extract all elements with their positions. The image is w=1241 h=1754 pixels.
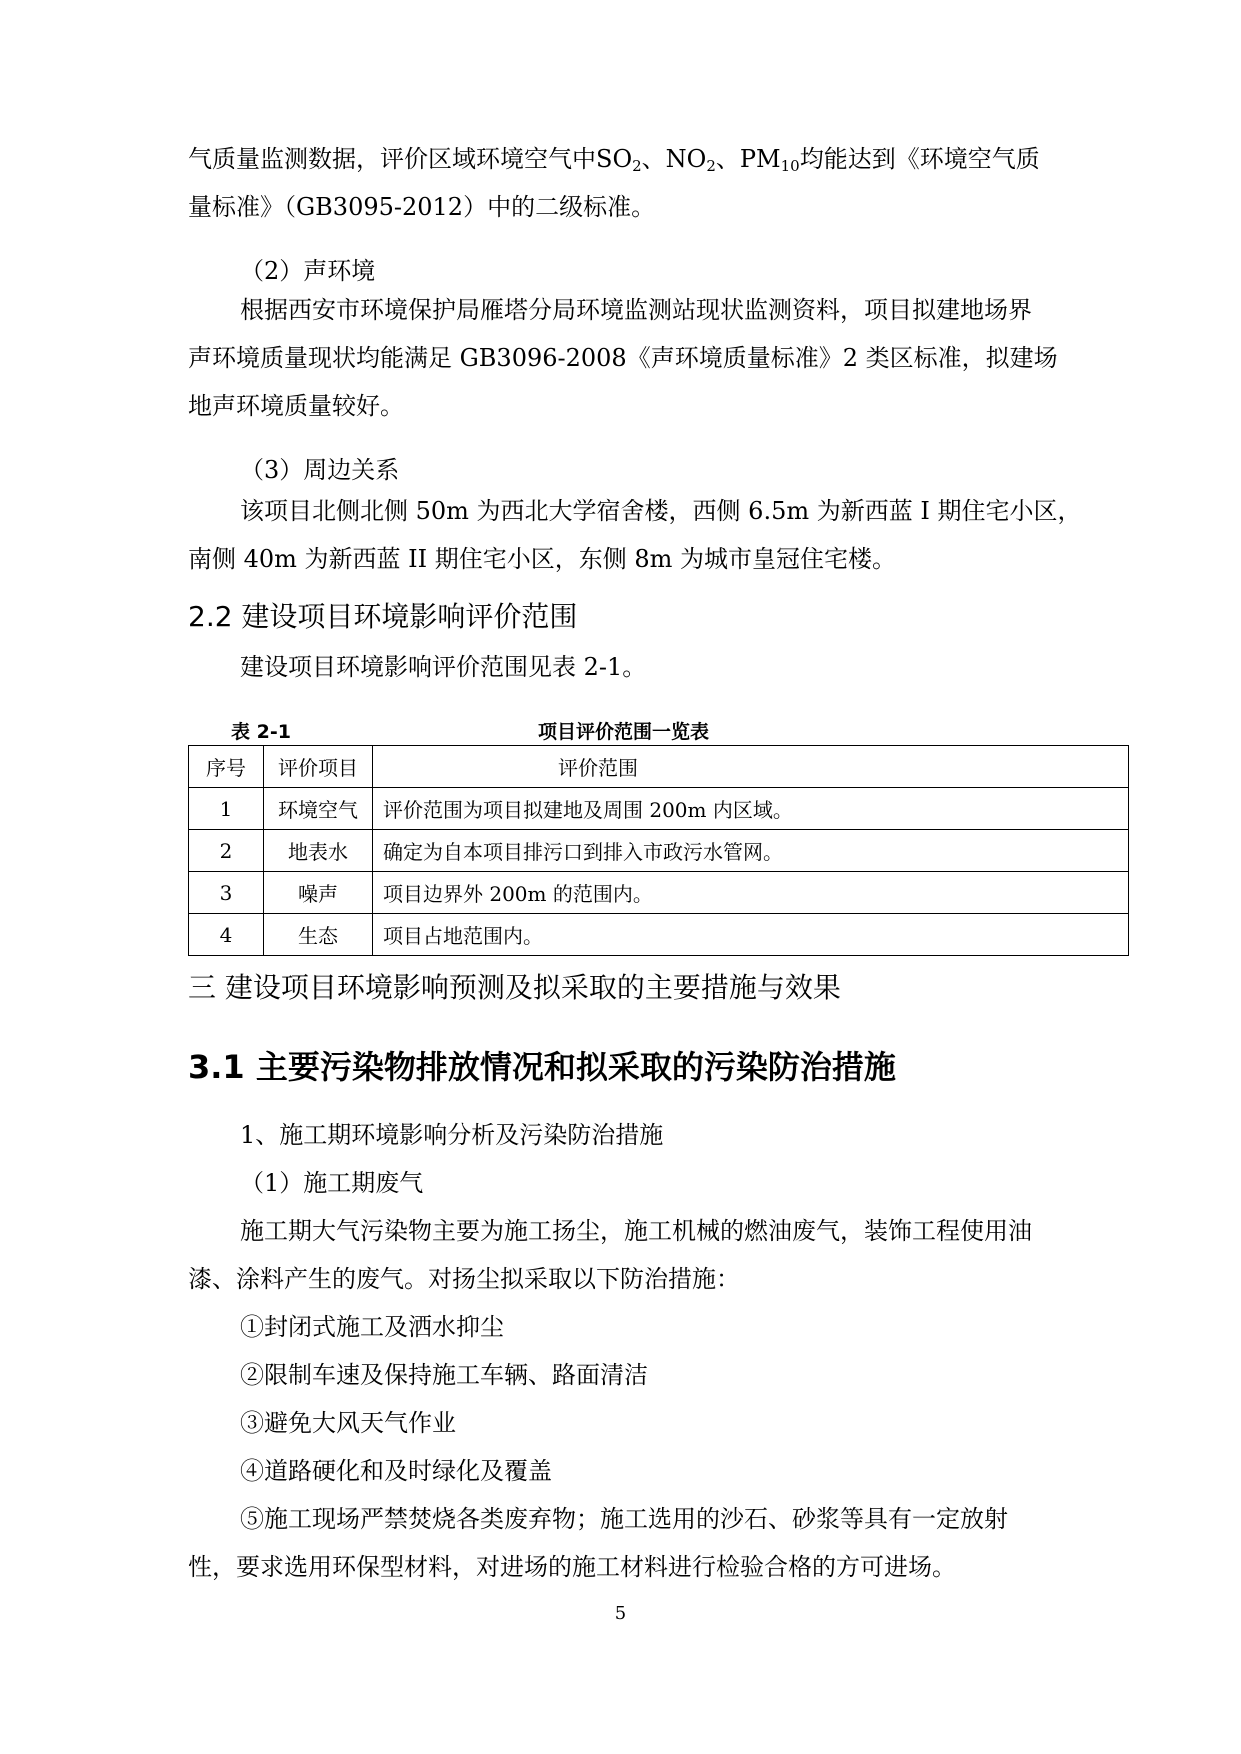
section-title-surroundings: （3）周边关系 [240, 456, 400, 484]
table-cell: 噪声 [264, 872, 373, 914]
section-title-construction-exhaust: （1）施工期废气 [240, 1169, 424, 1197]
measure-item-5-line2: 性，要求选用环保型材料，对进场的施工材料进行检验合格的方可进场。 [188, 1553, 956, 1581]
measure-item-1: ①封闭式施工及洒水抑尘 [240, 1313, 504, 1341]
paragraph-acoustic-line3: 地声环境质量较好。 [188, 392, 404, 420]
section-title-acoustic: （2）声环境 [240, 257, 376, 285]
table-cell: 确定为自本项目排污口到排入市政污水管网。 [373, 830, 1129, 872]
heading-3: 三 建设项目环境影响预测及拟采取的主要措施与效果 [188, 971, 841, 1004]
paragraph-table-ref: 建设项目环境影响评价范围见表 2-1。 [240, 653, 647, 681]
measure-item-4: ④道路硬化和及时绿化及覆盖 [240, 1457, 552, 1485]
heading-2-2: 2.2 建设项目环境影响评价范围 [188, 600, 578, 633]
paragraph-air-quality-line1: 气质量监测数据，评价区域环境空气中$SO_2$、$NO_2$、$PM_{10}$均能达到《环境空气质 [188, 145, 1040, 175]
heading-3-1: 3.1 主要污染物排放情况和拟采取的污染防治措施 [188, 1048, 896, 1086]
table-title: 项目评价范围一览表 [538, 721, 710, 743]
evaluation-range-table [188, 745, 1129, 956]
table-cell: 地表水 [264, 830, 373, 872]
paragraph-surroundings-line1: 该项目北侧北侧 50m 为西北大学宿舍楼，西侧 6.5m 为新西蓝 I 期住宅小区， [240, 497, 1082, 525]
paragraph-air-quality-line2: 量标准》（GB3095-2012）中的二级标准。 [188, 193, 656, 221]
measure-item-2: ②限制车速及保持施工车辆、路面清洁 [240, 1361, 648, 1389]
measure-item-5-line1: ⑤施工现场严禁焚烧各类废弃物；施工选用的沙石、砂浆等具有一定放射 [240, 1505, 1008, 1533]
paragraph-surroundings-line2: 南侧 40m 为新西蓝 II 期住宅小区，东侧 8m 为城市皇冠住宅楼。 [188, 545, 897, 573]
table-row [189, 830, 1129, 872]
table-cell: 1 [189, 788, 264, 830]
paragraph-acoustic-line2: 声环境质量现状均能满足 GB3096-2008《声环境质量标准》2 类区标准，拟建场 [188, 344, 1058, 372]
table-cell: 项目占地范围内。 [373, 914, 1129, 956]
table-header-cell: 评价范围 [373, 746, 1129, 788]
table-row [189, 872, 1129, 914]
table-cell: 4 [189, 914, 264, 956]
table-header-row [189, 746, 1129, 788]
table-cell: 生态 [264, 914, 373, 956]
table-number: 表 2-1 [231, 721, 291, 743]
table-cell: 评价范围为项目拟建地及周围 200m 内区域。 [373, 788, 1129, 830]
paragraph-exhaust-line1: 施工期大气污染物主要为施工扬尘，施工机械的燃油废气，装饰工程使用油 [240, 1217, 1032, 1245]
table-cell: 3 [189, 872, 264, 914]
paragraph-exhaust-line2: 漆、涂料产生的废气。对扬尘拟采取以下防治措施： [188, 1265, 740, 1293]
paragraph-construction-intro: 1、施工期环境影响分析及污染防治措施 [240, 1121, 664, 1149]
table-row [189, 914, 1129, 956]
table-cell: 项目边界外 200m 的范围内。 [373, 872, 1129, 914]
table-header-cell: 评价项目 [264, 746, 373, 788]
page-number: 5 [614, 1603, 627, 1624]
measure-item-3: ③避免大风天气作业 [240, 1409, 456, 1437]
table-cell: 环境空气 [264, 788, 373, 830]
table-header-cell: 序号 [189, 746, 264, 788]
paragraph-acoustic-line1: 根据西安市环境保护局雁塔分局环境监测站现状监测资料，项目拟建地场界 [240, 296, 1032, 324]
table-cell: 2 [189, 830, 264, 872]
table-row [189, 788, 1129, 830]
